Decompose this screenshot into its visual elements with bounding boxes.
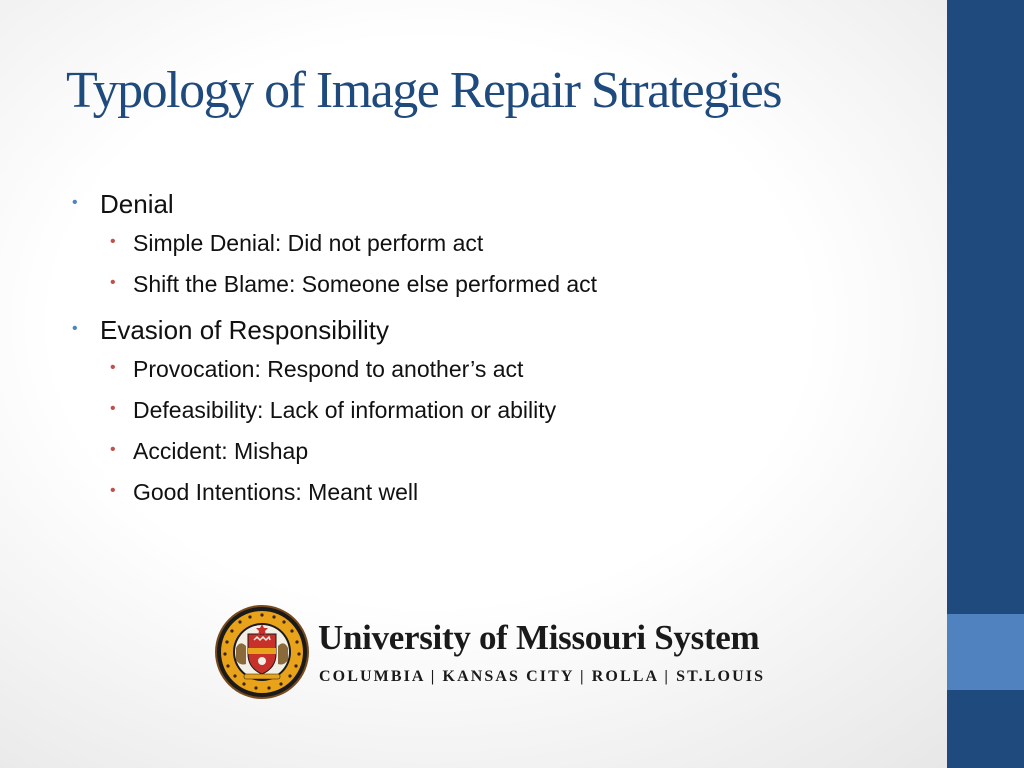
bullet-dot-icon: • xyxy=(110,441,116,458)
bullet-evasion xyxy=(72,312,932,348)
sub-bullet-text: Simple Denial: Did not perform act xyxy=(133,230,484,256)
sub-bullet-good-intentions xyxy=(72,477,932,507)
sub-bullet-text: Provocation: Respond to another’s act xyxy=(133,356,524,382)
sub-bullet-defeasibility xyxy=(72,395,932,425)
bullet-label: Evasion of Responsibility xyxy=(100,315,390,345)
sub-bullet-shift-blame xyxy=(72,269,932,299)
sub-bullet-simple-denial xyxy=(72,228,932,258)
sub-bullet-text: Shift the Blame: Someone else performed act xyxy=(133,271,598,297)
bullet-dot-icon: • xyxy=(110,482,116,499)
slide-title: Typology of Image Repair Strategies xyxy=(66,62,781,119)
university-seal-icon xyxy=(214,604,310,700)
bullet-dot-icon: • xyxy=(110,274,116,291)
sub-bullet-accident xyxy=(72,436,932,466)
bullet-dot-icon: • xyxy=(110,233,116,250)
logo-campuses: COLUMBIA | KANSAS CITY | ROLLA | ST.LOUIS xyxy=(319,668,766,685)
bullet-denial xyxy=(72,186,932,222)
bullet-dot-icon: • xyxy=(72,320,78,337)
sub-bullet-provocation xyxy=(72,354,932,384)
university-logo xyxy=(214,604,814,704)
side-accent xyxy=(947,614,1024,690)
sub-bullet-text: Good Intentions: Meant well xyxy=(133,479,419,505)
bullet-dot-icon: • xyxy=(72,194,78,211)
sub-bullet-text: Defeasibility: Lack of information or ability xyxy=(133,397,557,423)
bullet-list xyxy=(72,186,932,518)
logo-name: University of Missouri System xyxy=(318,618,760,657)
bullet-dot-icon: • xyxy=(110,400,116,417)
bullet-dot-icon: • xyxy=(110,359,116,376)
sub-bullet-text: Accident: Mishap xyxy=(133,438,309,464)
bullet-label: Denial xyxy=(100,189,174,219)
